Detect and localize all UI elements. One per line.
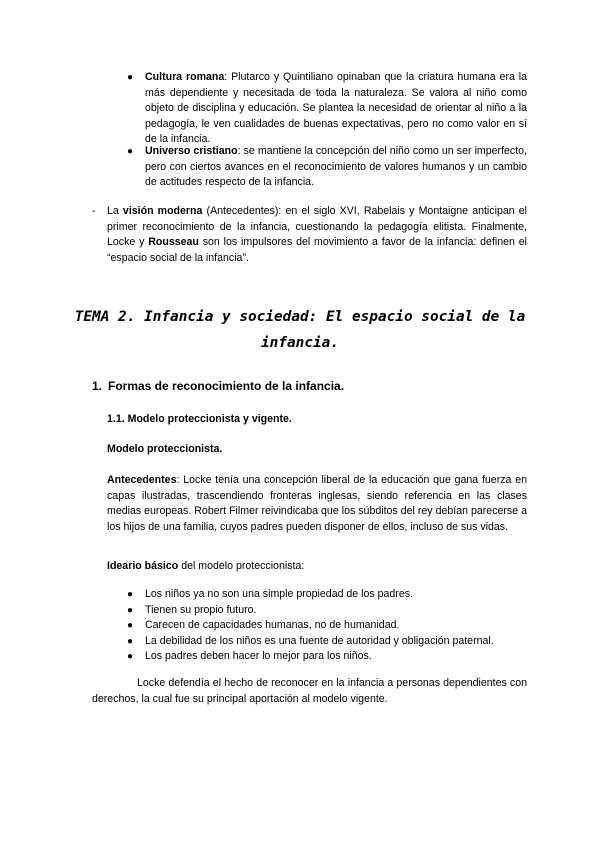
vision-moderna-text: La visión moderna (Antecedentes): en el siglo XVI, Rabelais y Montaigne anticipan el primer reconocimiento de la infancia, cuestionando la pedagogía elitista. Finalmente, Locke y Rousseau son los impulsores del movimiento a favor de la infancia: definen el “espacio social de la infancia”.	[107, 205, 527, 264]
bullet-text: Cultura romana: Plutarco y Quintiliano opinaban que la criatura humana era la más dependiente y necesitada de toda la naturaleza. Se valora al niño como objeto de disciplina y educación. Se plantea la necesidad de orientar al niño a la pedagogía, le ven cualidades de buenas expectativas, pero no como valor en sí de la infancia.	[145, 71, 527, 146]
bullet-text: Universo cristiano: se mantiene la concepción del niño como un ser imperfecto, pero con ciertos avances en el reconocimiento de valores humanos y un cambio de actitudes respecto de la infancia.	[145, 145, 527, 189]
ideario-heading: Ideario básico del modelo proteccionista:	[107, 560, 305, 572]
list-item: ● Los padres deben hacer lo mejor para los niños.	[127, 649, 527, 665]
bullet-dot: ●	[127, 72, 134, 83]
list-item: ● La debilidad de los niños es una fuente de autoridad y obligación paternal.	[127, 634, 527, 650]
bullet-dot: ●	[127, 635, 134, 647]
page-title: TEMA 2. Infancia y sociedad: El espacio social de la infancia.	[74, 309, 526, 351]
model-heading: Modelo proteccionista.	[107, 443, 223, 455]
ideario-list	[127, 587, 527, 665]
list-item: ● Carecen de capacidades humanas, no de humanidad.	[127, 618, 527, 634]
list-item: ● Tienen su propio futuro.	[127, 603, 527, 619]
bullet-dot: ●	[127, 651, 134, 663]
dash-marker: -	[92, 205, 96, 217]
subsection-heading: 1.1. Modelo proteccionista y vigente.	[107, 413, 292, 425]
bullet-dot: ●	[127, 620, 134, 632]
conclusion-paragraph: Locke defendía el hecho de reconocer en la infancia a personas dependientes con derechos, la cual fue su principal aportación al modelo vigente.	[92, 677, 527, 705]
antecedentes-paragraph: Antecedentes: Locke tenía una concepción liberal de la educación que gana fuerza en capas ilustradas, trascendiendo fronteras inglesas, siendo referencia en las clases medias europeas. Robert Filmer reivindicaba que los súbditos del rey debían parecerse a los hijos de una familia, cuyos padres pueden disponer de ellos, incluso de sus vidas.	[107, 474, 527, 533]
bullet-bold-term: Universo cristiano	[145, 145, 238, 157]
bullet-dot: ●	[127, 146, 134, 157]
bullet-dot: ●	[127, 604, 134, 616]
bullet-bold-term: Cultura romana	[145, 71, 225, 83]
section-heading: 1. Formas de reconocimiento de la infancia.	[92, 379, 345, 393]
list-item: ● Los niños ya no son una simple propiedad de los padres.	[127, 587, 527, 603]
bullet-dot: ●	[127, 589, 134, 600]
